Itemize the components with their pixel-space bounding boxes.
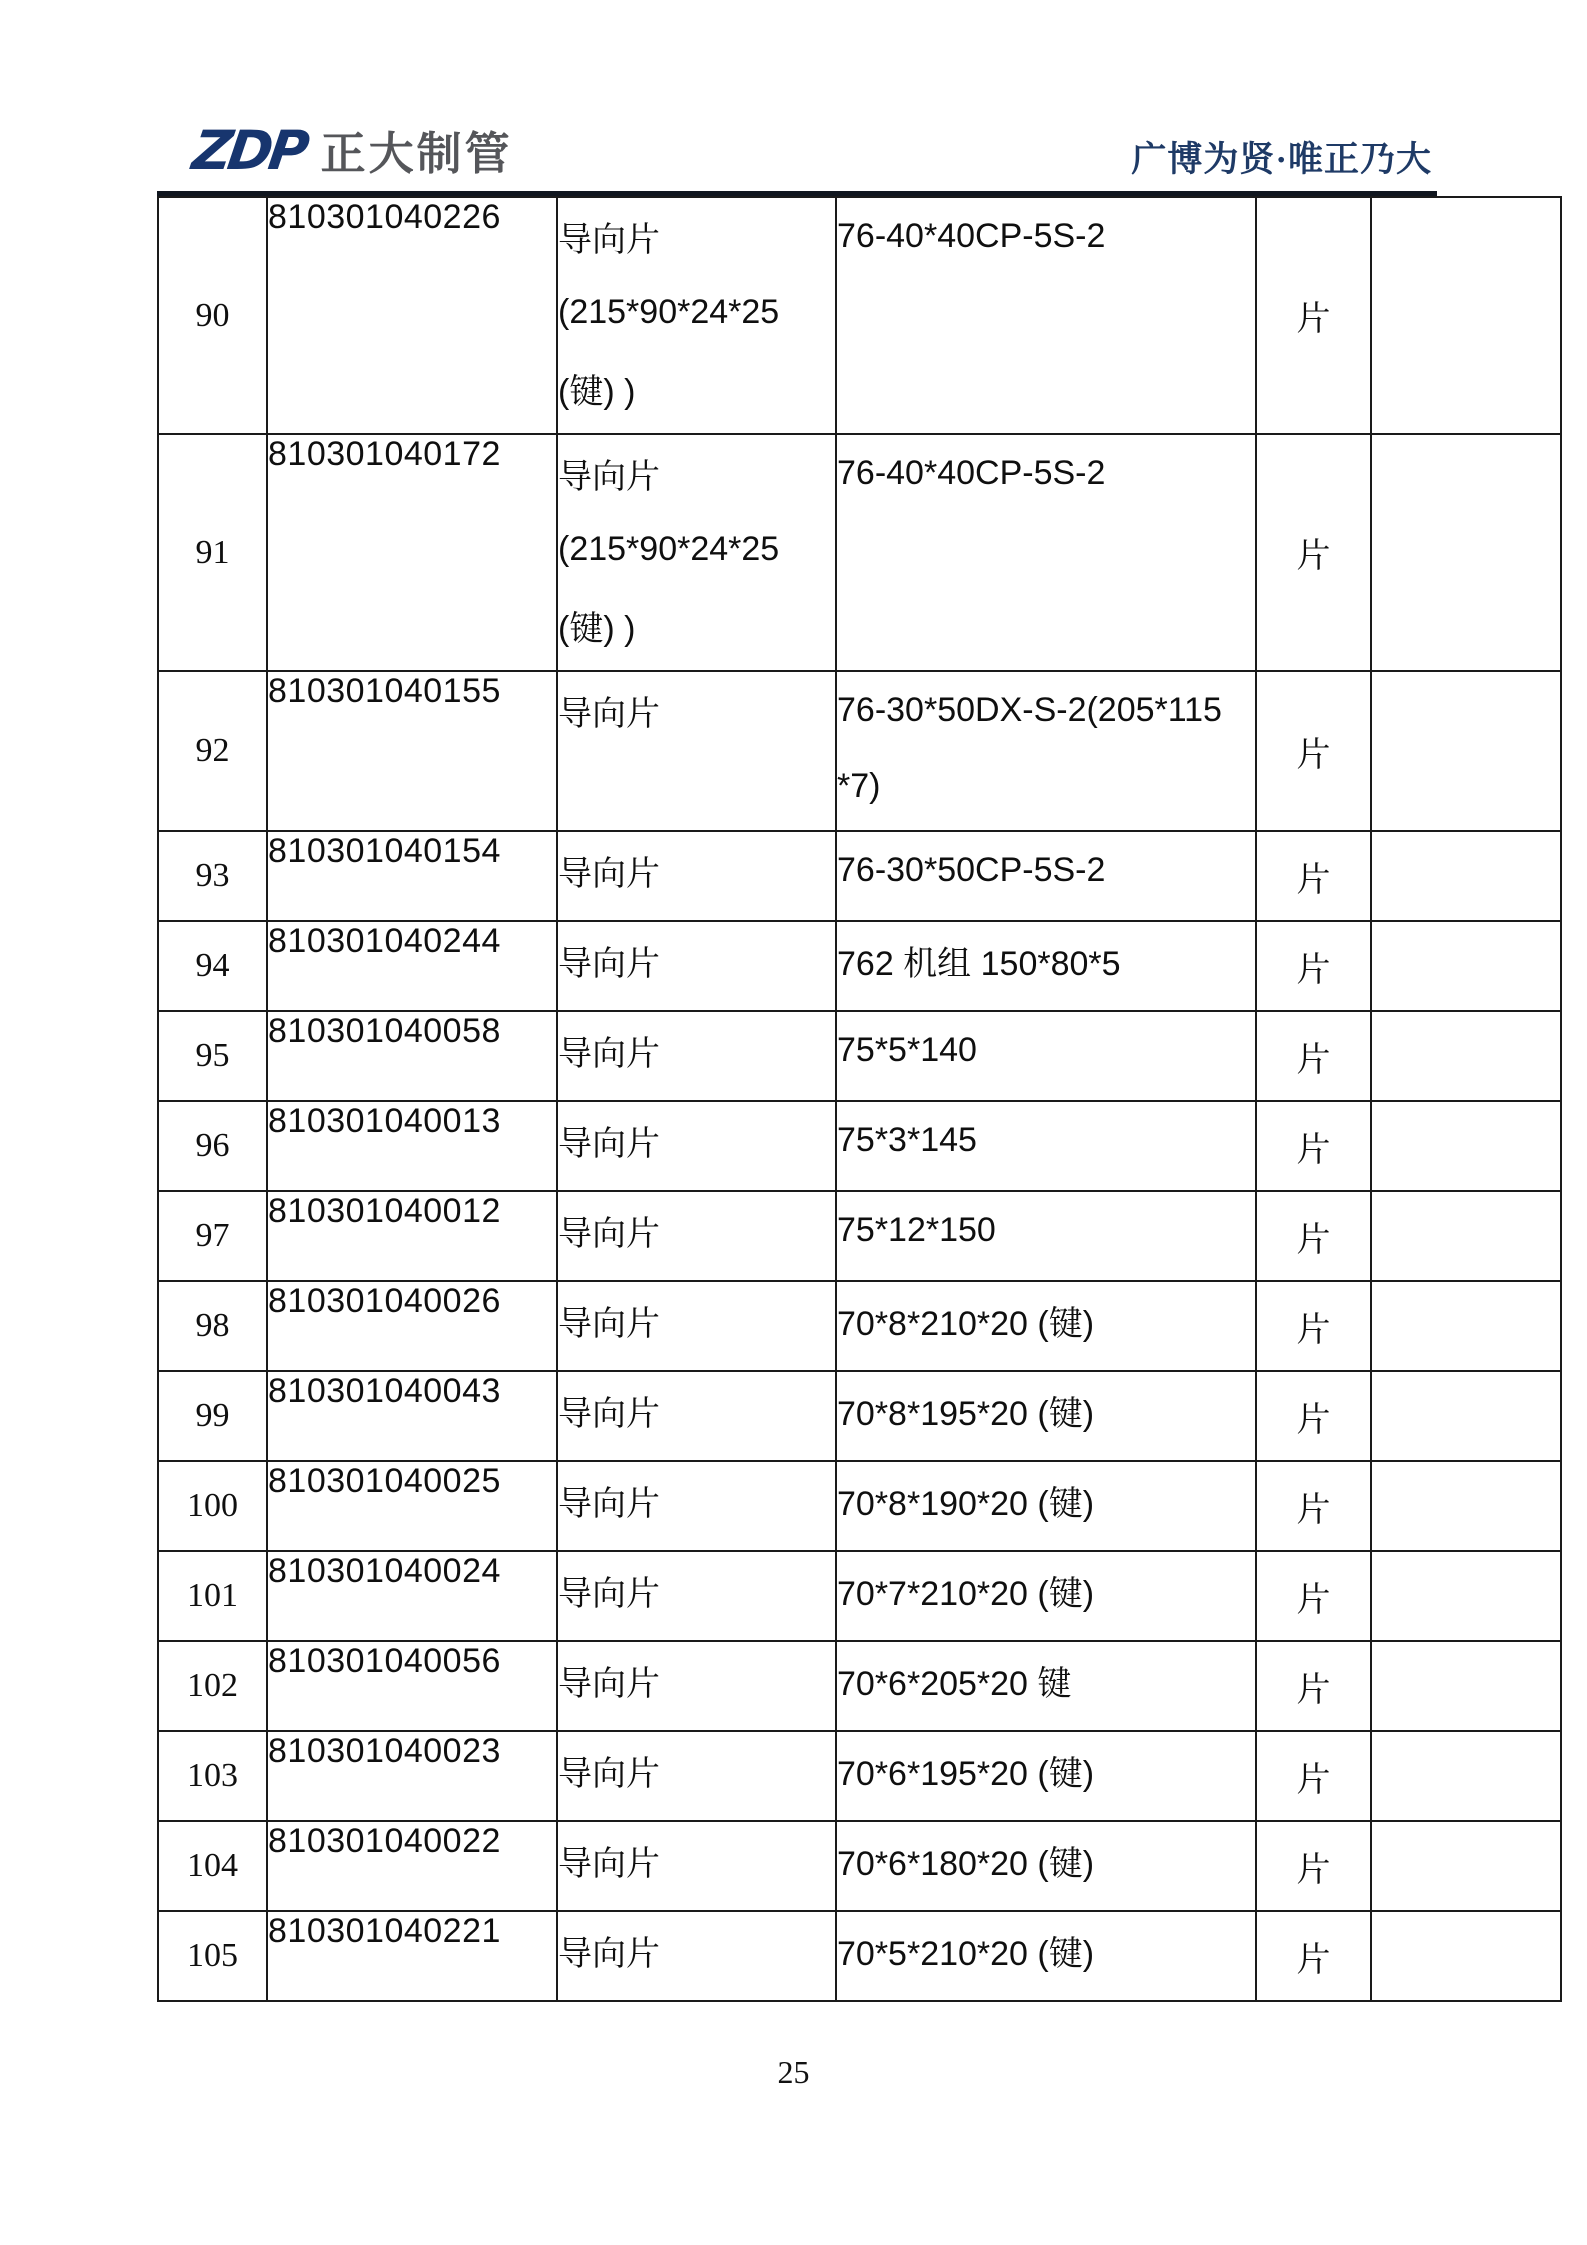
table-row (158, 831, 1561, 921)
row-number-cell: 93 (158, 831, 267, 921)
part-spec-line: 76-30*50DX-S-2(205*115 (837, 690, 1222, 729)
part-spec-cell (836, 1821, 1256, 1911)
remark-cell (1371, 1371, 1561, 1461)
part-spec-line: 70*6*195*20 (键) (837, 1754, 1095, 1793)
part-name-line: 导向片 (558, 1574, 660, 1613)
part-spec-line: 76-40*40CP-5S-2 (837, 216, 1106, 255)
unit-cell: 片 (1256, 1731, 1371, 1821)
part-name-cell (557, 1641, 836, 1731)
unit-cell: 片 (1256, 671, 1371, 831)
remark-cell (1371, 197, 1561, 434)
part-name-line: 导向片 (558, 1664, 660, 1703)
row-number-cell: 96 (158, 1101, 267, 1191)
part-name-cell (557, 1461, 836, 1551)
part-code-cell: 810301040025 (267, 1461, 557, 1551)
part-name-cell (557, 1731, 836, 1821)
row-number-cell: 98 (158, 1281, 267, 1371)
part-spec-cell (836, 1191, 1256, 1281)
part-spec-cell (836, 1101, 1256, 1191)
part-spec-cell (836, 197, 1256, 434)
part-name-line: 导向片 (558, 457, 660, 496)
part-spec-line: 70*8*195*20 (键) (837, 1394, 1095, 1433)
unit-cell: 片 (1256, 1551, 1371, 1641)
unit-cell: 片 (1256, 1911, 1371, 2001)
row-number-cell: 97 (158, 1191, 267, 1281)
part-spec-line: *7) (837, 766, 881, 805)
table-row (158, 1281, 1561, 1371)
table-row (158, 197, 1561, 434)
part-name-line: 导向片 (558, 1034, 660, 1073)
part-spec-cell (836, 434, 1256, 671)
remark-cell (1371, 1731, 1561, 1821)
part-spec-cell (836, 831, 1256, 921)
part-spec-line: 70*6*205*20 键 (837, 1664, 1072, 1703)
table-row (158, 434, 1561, 671)
part-spec-line: 76-30*50CP-5S-2 (837, 850, 1106, 889)
unit-cell: 片 (1256, 1821, 1371, 1911)
part-name-line: 导向片 (558, 220, 660, 259)
table-row (158, 921, 1561, 1011)
table-row (158, 1551, 1561, 1641)
remark-cell (1371, 1461, 1561, 1551)
part-code-cell: 810301040154 (267, 831, 557, 921)
part-spec-cell (836, 1911, 1256, 2001)
table-row (158, 1641, 1561, 1731)
row-number-cell: 90 (158, 197, 267, 434)
table-row (158, 1371, 1561, 1461)
remark-cell (1371, 831, 1561, 921)
part-spec-cell (836, 671, 1256, 831)
parts-table (157, 196, 1562, 2002)
table-row (158, 1821, 1561, 1911)
unit-cell: 片 (1256, 1461, 1371, 1551)
part-name-cell (557, 1281, 836, 1371)
part-code-cell: 810301040172 (267, 434, 557, 671)
unit-cell: 片 (1256, 1281, 1371, 1371)
part-name-line: 导向片 (558, 1124, 660, 1163)
part-spec-cell (836, 1371, 1256, 1461)
part-spec-cell (836, 1551, 1256, 1641)
unit-cell: 片 (1256, 434, 1371, 671)
part-name-cell (557, 197, 836, 434)
row-number-cell: 94 (158, 921, 267, 1011)
part-name-cell (557, 1821, 836, 1911)
remark-cell (1371, 1281, 1561, 1371)
unit-cell: 片 (1256, 1641, 1371, 1731)
remark-cell (1371, 434, 1561, 671)
part-code-cell: 810301040013 (267, 1101, 557, 1191)
unit-cell: 片 (1256, 831, 1371, 921)
part-code-cell: 810301040023 (267, 1731, 557, 1821)
part-code-cell: 810301040058 (267, 1011, 557, 1101)
part-spec-cell (836, 1281, 1256, 1371)
part-code-cell: 810301040022 (267, 1821, 557, 1911)
part-code-cell: 810301040026 (267, 1281, 557, 1371)
part-spec-cell (836, 1461, 1256, 1551)
unit-cell: 片 (1256, 1011, 1371, 1101)
table-row (158, 1731, 1561, 1821)
remark-cell (1371, 1101, 1561, 1191)
part-name-line: 导向片 (558, 694, 660, 733)
remark-cell (1371, 1011, 1561, 1101)
row-number-cell: 95 (158, 1011, 267, 1101)
row-number-cell: 92 (158, 671, 267, 831)
unit-cell: 片 (1256, 197, 1371, 434)
part-code-cell: 810301040012 (267, 1191, 557, 1281)
part-code-cell: 810301040043 (267, 1371, 557, 1461)
row-number-cell: 104 (158, 1821, 267, 1911)
row-number-cell: 103 (158, 1731, 267, 1821)
part-code-cell: 810301040155 (267, 671, 557, 831)
row-number-cell: 100 (158, 1461, 267, 1551)
company-name: 正大制管 (320, 128, 513, 179)
part-spec-line: 75*12*150 (837, 1210, 996, 1249)
page-number: 25 (777, 2054, 810, 2090)
part-name-cell (557, 1551, 836, 1641)
part-name-cell (557, 434, 836, 671)
part-name-cell (557, 1911, 836, 2001)
part-name-line: 导向片 (558, 944, 660, 983)
part-spec-cell (836, 1011, 1256, 1101)
part-name-line: 导向片 (558, 1484, 660, 1523)
unit-cell: 片 (1256, 921, 1371, 1011)
part-code-cell: 810301040226 (267, 197, 557, 434)
part-name-cell (557, 671, 836, 831)
remark-cell (1371, 1191, 1561, 1281)
zdp-logo-mark: ZDP (188, 119, 310, 182)
part-spec-cell (836, 1731, 1256, 1821)
remark-cell (1371, 1821, 1561, 1911)
table-row (158, 1911, 1561, 2001)
part-code-cell: 810301040056 (267, 1641, 557, 1731)
part-spec-line: 75*3*145 (837, 1120, 977, 1159)
part-name-cell (557, 1011, 836, 1101)
unit-cell: 片 (1256, 1101, 1371, 1191)
part-spec-cell (836, 921, 1256, 1011)
part-code-cell: 810301040024 (267, 1551, 557, 1641)
part-spec-line: 762 机组 150*80*5 (837, 944, 1121, 983)
part-name-line: 导向片 (558, 1844, 660, 1883)
part-spec-line: 76-40*40CP-5S-2 (837, 453, 1106, 492)
part-name-cell (557, 1101, 836, 1191)
remark-cell (1371, 1551, 1561, 1641)
part-name-line: (键) ) (558, 609, 636, 648)
part-name-line: (215*90*24*25 (558, 292, 780, 331)
part-name-line: 导向片 (558, 1934, 660, 1973)
table-row (158, 1191, 1561, 1281)
unit-cell: 片 (1256, 1191, 1371, 1281)
part-name-cell (557, 1191, 836, 1281)
part-name-cell (557, 1371, 836, 1461)
table-row (158, 1011, 1561, 1101)
part-name-line: (键) ) (558, 372, 636, 411)
remark-cell (1371, 1911, 1561, 2001)
company-slogan: 广博为贤·唯正乃大 (1131, 140, 1432, 179)
row-number-cell: 91 (158, 434, 267, 671)
unit-cell: 片 (1256, 1371, 1371, 1461)
row-number-cell: 102 (158, 1641, 267, 1731)
part-name-line: 导向片 (558, 1394, 660, 1433)
part-spec-line: 70*7*210*20 (键) (837, 1574, 1095, 1613)
parts-table-body (158, 197, 1561, 2001)
part-name-line: 导向片 (558, 1214, 660, 1253)
part-name-line: 导向片 (558, 1754, 660, 1793)
part-code-cell: 810301040244 (267, 921, 557, 1011)
remark-cell (1371, 671, 1561, 831)
part-spec-line: 70*8*190*20 (键) (837, 1484, 1095, 1523)
part-name-cell (557, 921, 836, 1011)
remark-cell (1371, 921, 1561, 1011)
row-number-cell: 99 (158, 1371, 267, 1461)
table-row (158, 1101, 1561, 1191)
part-spec-line: 70*8*210*20 (键) (837, 1304, 1095, 1343)
part-spec-line: 70*6*180*20 (键) (837, 1844, 1095, 1883)
part-name-line: 导向片 (558, 1304, 660, 1343)
remark-cell (1371, 1641, 1561, 1731)
part-spec-cell (836, 1641, 1256, 1731)
company-logo (188, 119, 513, 182)
part-name-line: 导向片 (558, 854, 660, 893)
table-row (158, 1461, 1561, 1551)
row-number-cell: 101 (158, 1551, 267, 1641)
table-row (158, 671, 1561, 831)
row-number-cell: 105 (158, 1911, 267, 2001)
part-spec-line: 70*5*210*20 (键) (837, 1934, 1095, 1973)
part-spec-line: 75*5*140 (837, 1030, 977, 1069)
part-name-cell (557, 831, 836, 921)
part-name-line: (215*90*24*25 (558, 529, 780, 568)
part-code-cell: 810301040221 (267, 1911, 557, 2001)
